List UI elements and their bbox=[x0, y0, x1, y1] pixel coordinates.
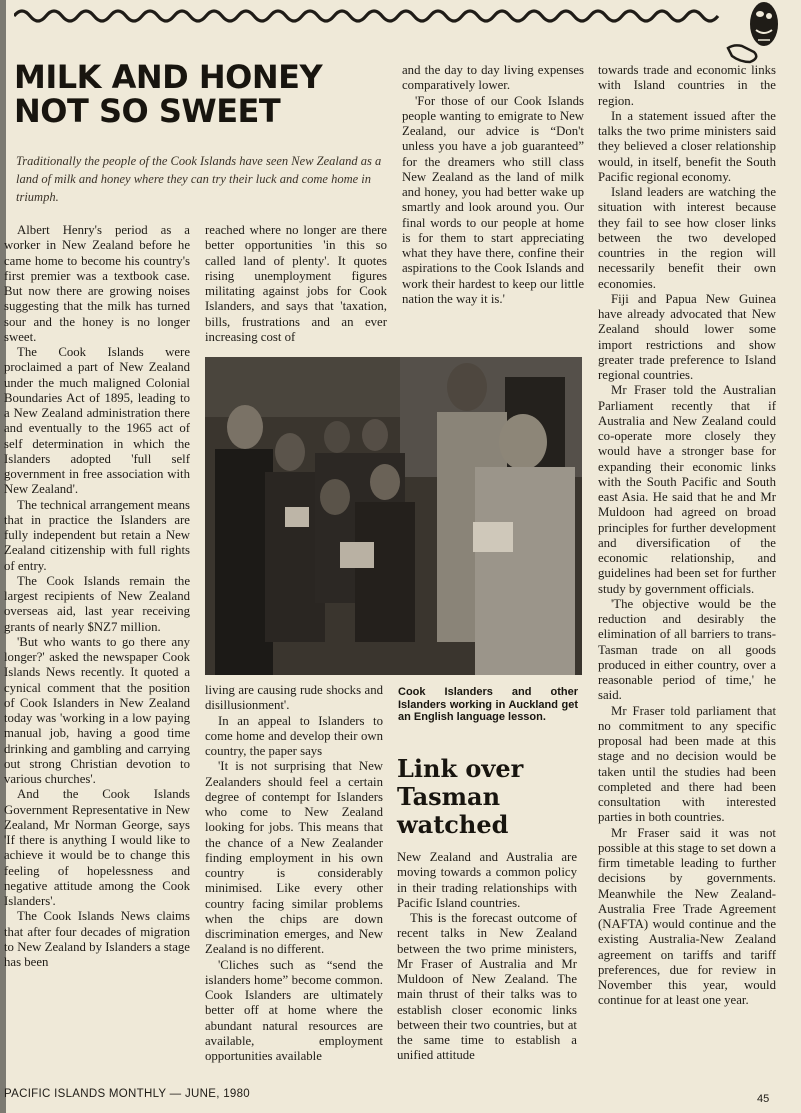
column-3-top bbox=[402, 63, 584, 307]
paragraph: Mr Fraser said it was not possible at this stage to set down a firm timetable leading to further decisions by governments. Meanwhile the New Zealand-Australia Free Trade Agreement (NAFTA) would continue and the existing Australia-New Zealand agreement on tariffs and tariff preferences, due for review in November this year, would continue for at least one year. bbox=[598, 825, 776, 1008]
publication-footer: PACIFIC ISLANDS MONTHLY — JUNE, 1980 bbox=[4, 1088, 250, 1100]
paragraph: living are causing rude shocks and disillusionment'. bbox=[205, 683, 383, 713]
article-intro: Traditionally the people of the Cook Islands have seen New Zealand as a land of milk and honey where they can try their luck and come home in triumph. bbox=[16, 154, 382, 204]
paragraph: 'For those of our Cook Islands people wanting to emigrate to New Zealand, our advice is “Don't unless you have a job guaranteed” for the dreamers who still class New Zealand as the land of milk and honey, you had better wake up smartly and look around you. Our final words to our people at home is for them to start appreciating what they have there, confine their aspirations to the Cook Islands and work their hardest to keep our little nation the way it is.' bbox=[402, 93, 584, 306]
column-4 bbox=[598, 63, 776, 1009]
article-photo bbox=[205, 357, 582, 675]
paragraph: The Cook Islands were proclaimed a part of New Zealand under the much maligned Colonial Boundaries Act of 1895, leading to a New Zealand administration there and eventually to the 1965 act of self determination in which the Islanders adopted 'full self government in free association with New Zealand'. bbox=[4, 345, 190, 497]
paragraph: 'But who wants to go there any longer?' asked the newspaper Cook Islands News recently. It quoted a cynical comment that the position of Cook Islanders in New Zealand today was 'working in a low paying manual job, having a good time drinking and gambling and carrying out strong Christian devotion to various churches'. bbox=[4, 634, 190, 786]
paragraph: New Zealand and Australia are moving towards a common policy in their trading relationships with Pacific Island countries. bbox=[397, 850, 577, 910]
paragraph: And the Cook Islands Government Representative in New Zealand, Mr Norman George, says 'If there is anything I would like to achieve it would be to change this feeling of hopelessness and negative attitude among the Cook Islanders'. bbox=[4, 787, 190, 908]
paragraph: The technical arrangement means that in practice the Islanders are fully independent but retain a New Zealand citizenship with full rights of entry. bbox=[4, 497, 190, 573]
photo-caption: Cook Islanders and other Islanders working in Auckland get an English language lesson. bbox=[398, 686, 578, 723]
paragraph: In an appeal to Islanders to come home and develop their own country, the paper says bbox=[205, 713, 383, 758]
wave-border-decoration bbox=[14, 4, 726, 28]
paragraph: 'It is not surprising that New Zealanders should feel a certain degree of contempt for Islanders who come to New Zealand looking for jobs. This means that the chance of a New Zealander finding employment in his own country is considerably minimised. Like every other country facing similar problems when the chips are down discrimination emerges, and New Zealand is no different. bbox=[205, 759, 383, 957]
paragraph: Island leaders are watching the situation with interest because they fail to see how closer links between the two developed countries in the region will necessarily benefit their own economies. bbox=[598, 185, 776, 291]
paragraph: The Cook Islands News claims that after four decades of migration to New Zealand by Islanders a stage has been bbox=[4, 909, 190, 969]
paragraph: Fiji and Papua New Guinea have already advocated that New Zealand should lower some import restrictions and show greater trade preference to Island regional countries. bbox=[598, 291, 776, 382]
paragraph: The Cook Islands remain the largest recipients of New Zealand overseas aid, last year receiving grants of nearly $NZ7 million. bbox=[4, 573, 190, 634]
paragraph: towards trade and economic links with Island countries in the region. bbox=[598, 63, 776, 108]
tiki-carving-icon bbox=[720, 0, 784, 66]
paragraph: 'The objective would be the reduction and desirably the elimination of all barriers to trans-Tasman trade on all goods produced in either country, over a reasonable period of time,' he said. bbox=[598, 596, 776, 703]
article-headline: MILK AND HONEY NOT SO SWEET bbox=[14, 58, 323, 130]
paragraph: 'Cliches such as “send the islanders home” become common. Cook Islanders are ultimately better off at home where the abundant natural resources are available, employment opportunities available bbox=[205, 957, 383, 1063]
column-1 bbox=[4, 223, 190, 970]
column-2-bottom bbox=[205, 683, 383, 1064]
paragraph: Albert Henry's period as a worker in New Zealand before he came home to become his country's first premier was a textbook case. But now there are growing noises suggesting that the milk has turned sour and the honey is no longer sweet. bbox=[4, 223, 190, 344]
column-2-top bbox=[205, 223, 387, 345]
column-3-bottom bbox=[397, 850, 577, 1064]
paragraph: and the day to day living expenses comparatively lower. bbox=[402, 63, 584, 93]
photo-image bbox=[205, 357, 582, 675]
paragraph: Mr Fraser told parliament that no commitment to any specific proposal had been made at this stage and no decision would be taken until the studies had been completed and there had been consultation with interested parties in both countries. bbox=[598, 703, 776, 825]
page-number: 45 bbox=[757, 1093, 770, 1105]
section-headline: Link over Tasman watched bbox=[397, 754, 524, 839]
paragraph: Mr Fraser told the Australian Parliament recently that if Australia and New Zealand could co-operate more closely they would have a stronger base for expanding their economic links with the South Pacific and South east Asia. He said that he and Mr Muldoon had agreed on broad principles for further development and diversification of the economic relationship, and guidelines had been set for further study by government officials. bbox=[598, 383, 776, 596]
paragraph: This is the forecast outcome of recent talks in New Zealand between the two prime ministers, Mr Fraser of Australia and Mr Muldoon of New Zealand. The main thrust of their talks was to establish closer economic links between their two countries, but at the same time to establish a unified attitude bbox=[397, 911, 577, 1063]
paragraph: In a statement issued after the talks the two prime ministers said they believed a closer relationship would, in itself, benefit the South Pacific regional economy. bbox=[598, 108, 776, 184]
paragraph: reached where no longer are there better opportunities 'in this so called land of plenty'. It quotes rising unemployment figures militating against jobs for Cook Islanders, and says that 'taxation, bills, frustrations and an ever increasing cost of bbox=[205, 223, 387, 344]
